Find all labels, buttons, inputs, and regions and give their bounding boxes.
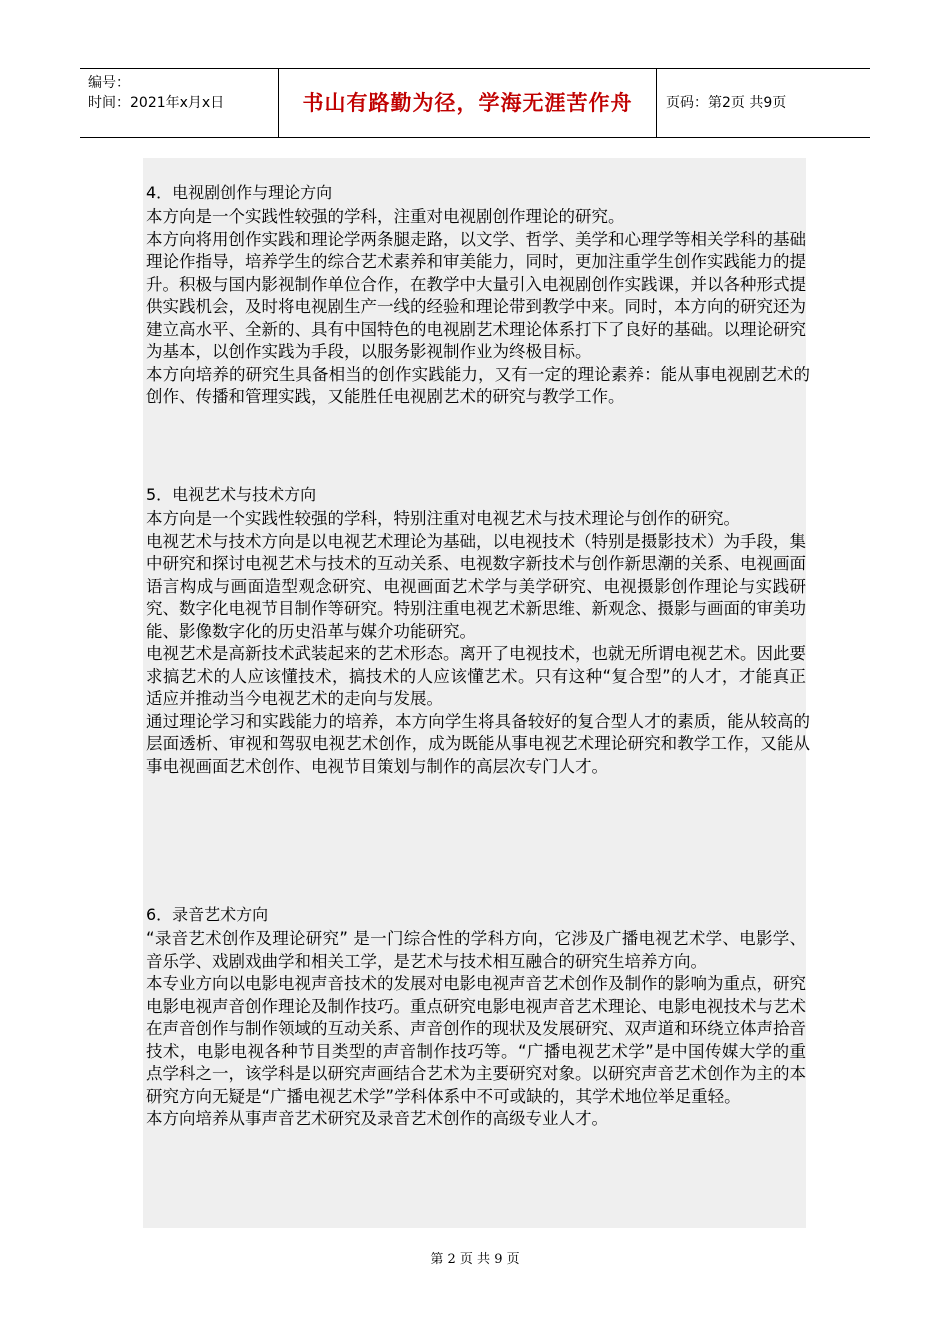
document-number: 编号： <box>88 75 130 91</box>
header-page-info: 页码：第2页 共9页 <box>666 95 787 111</box>
document-body <box>143 158 810 1228</box>
page-header <box>80 68 870 138</box>
document-time: 时间：2021年x月x日 <box>88 95 225 111</box>
paragraph: 电视艺术是高新技术武装起来的艺术形态。离开了电视技术，也就无所谓电视艺术。因此要求搞艺术的人应该懂技术，搞技术的人应该懂艺术。只有这种“复合型”的人才，才能真正适应并推动当今电视艺术的走向与发展。 <box>146 644 806 708</box>
paragraph: “录音艺术创作及理论研究” 是一门综合性的学科方向，它涉及广播电视艺术学、电影学、音乐学、戏剧戏曲学和相关工学，是艺术与技术相互融合的研究生培养方向。 <box>146 929 806 971</box>
paragraph: 本方向培养的研究生具备相当的创作实践能力，又有一定的理论素养：能从事电视剧艺术的创作、传播和管理实践，又能胜任电视剧艺术的研究与教学工作。 <box>146 364 810 406</box>
section-recording-art <box>143 904 806 1131</box>
paragraph: 本方向是一个实践性较强的学科，注重对电视剧创作理论的研究。 <box>146 207 625 226</box>
header-motto: 书山有路勤为径，学海无涯苦作舟 <box>302 91 633 115</box>
paragraph: 本方向将用创作实践和理论学两条腿走路，以文学、哲学、美学和心理学等相关学科的基础理论作指导，培养学生的综合艺术素养和审美能力，同时，更加注重学生创作实践能力的提升。积极与国内影视制作单位合作，在教学中大量引入电视剧创作实践课，并以各种形式提供实践机会，及时将电视剧生产一线的经验和理论带到教学中来。同时，本方向的研究还为建立高水平、全新的、具有中国特色的电视剧艺术理论体系打下了良好的基础。以理论研究为基本，以创作实践为手段，以服务影视制作业为终极目标。 <box>146 229 806 361</box>
section-tv-drama <box>143 182 810 409</box>
paragraph: 电视艺术与技术方向是以电视艺术理论为基础，以电视技术（特别是摄影技术）为手段，集中研究和探讨电视艺术与技术的互动关系、电视数字新技术与创作新思潮的关系、电视画面语言构成与画面造型观念研究、电视画面艺术学与美学研究、电视摄影创作理论与实践研究、数字化电视节目制作等研究。特别注重电视艺术新思维、新观念、摄影与画面的审美功能、影像数字化的历史沿革与媒介功能研究。 <box>146 531 806 641</box>
section-title: 6．录音艺术方向 <box>146 905 269 924</box>
paragraph: 本方向是一个实践性较强的学科，特别注重对电视艺术与技术理论与创作的研究。 <box>146 509 740 528</box>
header-meta <box>88 73 278 113</box>
paragraph: 本专业方向以电影电视声音技术的发展对电影电视声音艺术创作及制作的影响为重点，研究电影电视声音创作理论及制作技巧。重点研究电影电视声音艺术理论、电影电视技术与艺术在声音创作与制作领域的互动关系、声音创作的现状及发展研究、双声道和环绕立体声拾音技术，电影电视各种节目类型的声音制作技巧等。“广播电视艺术学”是中国传媒大学的重点学科之一，该学科是以研究声画结合艺术为主要研究对象。以研究声音艺术创作为主的本研究方向无疑是“广播电视艺术学”学科体系中不可或缺的，其学术地位举足重轻。 <box>146 974 806 1106</box>
paragraph: 本方向培养从事声音艺术研究及录音艺术创作的高级专业人才。 <box>146 1109 608 1128</box>
page-footer: 第 2 页 共 9 页 <box>430 1252 520 1267</box>
section-title: 4．电视剧创作与理论方向 <box>146 183 333 202</box>
header-divider <box>656 69 657 137</box>
paragraph: 通过理论学习和实践能力的培养，本方向学生将具备较好的复合型人才的素质，能从较高的层面透析、审视和驾驭电视艺术创作，成为既能从事电视艺术理论研究和教学工作，又能从事电视画面艺术创作、电视节目策划与制作的高层次专门人才。 <box>146 711 810 776</box>
section-tv-art-technology <box>143 484 810 778</box>
section-title: 5．电视艺术与技术方向 <box>146 485 317 504</box>
